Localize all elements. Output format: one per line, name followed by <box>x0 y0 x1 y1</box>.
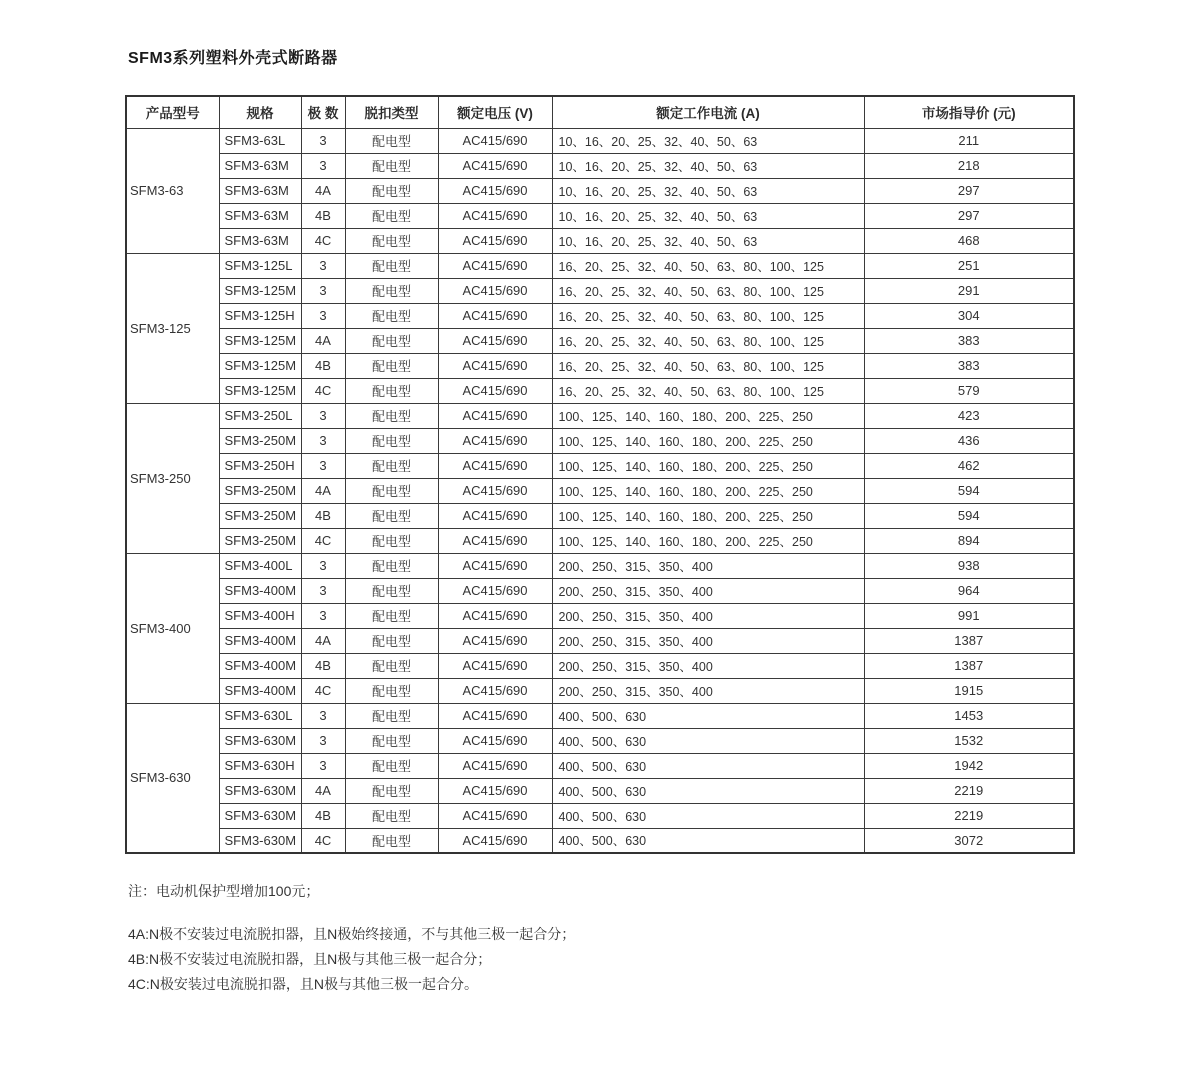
spec-cell: SFM3-630L <box>219 703 301 728</box>
voltage-cell: AC415/690 <box>438 403 552 428</box>
current-cell: 16、20、25、32、40、50、63、80、100、125 <box>552 328 864 353</box>
product-model-cell: SFM3-250 <box>126 403 219 553</box>
product-model-cell: SFM3-63 <box>126 128 219 253</box>
voltage-cell: AC415/690 <box>438 678 552 703</box>
current-cell: 100、125、140、160、180、200、225、250 <box>552 403 864 428</box>
current-cell: 400、500、630 <box>552 728 864 753</box>
current-cell: 100、125、140、160、180、200、225、250 <box>552 528 864 553</box>
current-cell: 100、125、140、160、180、200、225、250 <box>552 453 864 478</box>
poles-cell: 3 <box>301 253 345 278</box>
price-cell: 1942 <box>864 753 1074 778</box>
trip-type-cell: 配电型 <box>345 503 438 528</box>
poles-cell: 3 <box>301 278 345 303</box>
table-row <box>126 328 1074 353</box>
current-cell: 200、250、315、350、400 <box>552 578 864 603</box>
trip-type-cell: 配电型 <box>345 378 438 403</box>
voltage-cell: AC415/690 <box>438 453 552 478</box>
voltage-cell: AC415/690 <box>438 128 552 153</box>
poles-cell: 3 <box>301 453 345 478</box>
table-row <box>126 203 1074 228</box>
spec-cell: SFM3-250M <box>219 528 301 553</box>
current-cell: 200、250、315、350、400 <box>552 628 864 653</box>
table-row <box>126 378 1074 403</box>
poles-cell: 4B <box>301 353 345 378</box>
poles-cell: 3 <box>301 153 345 178</box>
spec-cell: SFM3-63M <box>219 203 301 228</box>
trip-type-cell: 配电型 <box>345 153 438 178</box>
trip-type-cell: 配电型 <box>345 703 438 728</box>
trip-type-cell: 配电型 <box>345 753 438 778</box>
price-cell: 251 <box>864 253 1074 278</box>
voltage-cell: AC415/690 <box>438 553 552 578</box>
table-row <box>126 828 1074 853</box>
table-row <box>126 228 1074 253</box>
current-cell: 400、500、630 <box>552 703 864 728</box>
table-row <box>126 253 1074 278</box>
table-row <box>126 503 1074 528</box>
price-cell: 2219 <box>864 778 1074 803</box>
header-spec: 规格 <box>219 96 301 128</box>
price-cell: 1453 <box>864 703 1074 728</box>
voltage-cell: AC415/690 <box>438 253 552 278</box>
header-guide-price: 市场指导价 (元) <box>864 96 1074 128</box>
poles-cell: 4C <box>301 678 345 703</box>
trip-type-cell: 配电型 <box>345 178 438 203</box>
price-cell: 468 <box>864 228 1074 253</box>
price-cell: 436 <box>864 428 1074 453</box>
poles-cell: 4A <box>301 328 345 353</box>
table-row <box>126 553 1074 578</box>
table-row <box>126 728 1074 753</box>
current-cell: 200、250、315、350、400 <box>552 603 864 628</box>
poles-cell: 4B <box>301 503 345 528</box>
voltage-cell: AC415/690 <box>438 528 552 553</box>
current-cell: 200、250、315、350、400 <box>552 678 864 703</box>
price-cell: 1532 <box>864 728 1074 753</box>
spec-cell: SFM3-400M <box>219 628 301 653</box>
poles-cell: 4A <box>301 628 345 653</box>
price-cell: 991 <box>864 603 1074 628</box>
table-row <box>126 478 1074 503</box>
spec-cell: SFM3-250M <box>219 503 301 528</box>
table-row <box>126 178 1074 203</box>
trip-type-cell: 配电型 <box>345 478 438 503</box>
table-row <box>126 803 1074 828</box>
table-row <box>126 603 1074 628</box>
spec-cell: SFM3-400M <box>219 578 301 603</box>
note-4a: 4A:N极不安装过电流脱扣器，且N极始终接通，不与其他三极一起合分； <box>128 926 576 942</box>
trip-type-cell: 配电型 <box>345 578 438 603</box>
spec-cell: SFM3-630H <box>219 753 301 778</box>
spec-cell: SFM3-125M <box>219 328 301 353</box>
trip-type-cell: 配电型 <box>345 603 438 628</box>
spec-cell: SFM3-400H <box>219 603 301 628</box>
trip-type-cell: 配电型 <box>345 228 438 253</box>
spec-cell: SFM3-400M <box>219 678 301 703</box>
table-header-row <box>126 96 1074 128</box>
spec-cell: SFM3-63M <box>219 178 301 203</box>
trip-type-cell: 配电型 <box>345 678 438 703</box>
voltage-cell: AC415/690 <box>438 803 552 828</box>
current-cell: 400、500、630 <box>552 778 864 803</box>
product-model-cell: SFM3-400 <box>126 553 219 703</box>
table-row <box>126 153 1074 178</box>
voltage-cell: AC415/690 <box>438 378 552 403</box>
table-body <box>126 128 1074 853</box>
current-cell: 200、250、315、350、400 <box>552 553 864 578</box>
header-rated-voltage: 额定电压 (V) <box>438 96 552 128</box>
price-cell: 1915 <box>864 678 1074 703</box>
current-cell: 16、20、25、32、40、50、63、80、100、125 <box>552 353 864 378</box>
table-row <box>126 628 1074 653</box>
spec-cell: SFM3-125H <box>219 303 301 328</box>
price-cell: 423 <box>864 403 1074 428</box>
note-4b: 4B:N极不安装过电流脱扣器，且N极与其他三极一起合分； <box>128 951 492 967</box>
spec-cell: SFM3-125L <box>219 253 301 278</box>
price-cell: 594 <box>864 478 1074 503</box>
table-row <box>126 353 1074 378</box>
table-row <box>126 453 1074 478</box>
current-cell: 400、500、630 <box>552 828 864 853</box>
price-cell: 594 <box>864 503 1074 528</box>
spec-cell: SFM3-125M <box>219 378 301 403</box>
price-cell: 1387 <box>864 653 1074 678</box>
table-row <box>126 578 1074 603</box>
price-cell: 964 <box>864 578 1074 603</box>
product-price-table <box>125 95 1075 854</box>
price-cell: 3072 <box>864 828 1074 853</box>
poles-cell: 4A <box>301 478 345 503</box>
price-cell: 304 <box>864 303 1074 328</box>
voltage-cell: AC415/690 <box>438 753 552 778</box>
price-cell: 938 <box>864 553 1074 578</box>
current-cell: 10、16、20、25、32、40、50、63 <box>552 178 864 203</box>
voltage-cell: AC415/690 <box>438 603 552 628</box>
price-cell: 2219 <box>864 803 1074 828</box>
trip-type-cell: 配电型 <box>345 403 438 428</box>
trip-type-cell: 配电型 <box>345 128 438 153</box>
table-row <box>126 303 1074 328</box>
poles-cell: 3 <box>301 753 345 778</box>
voltage-cell: AC415/690 <box>438 653 552 678</box>
spec-cell: SFM3-125M <box>219 353 301 378</box>
table-row <box>126 528 1074 553</box>
current-cell: 200、250、315、350、400 <box>552 653 864 678</box>
price-cell: 297 <box>864 203 1074 228</box>
header-trip-type: 脱扣类型 <box>345 96 438 128</box>
price-cell: 462 <box>864 453 1074 478</box>
price-cell: 291 <box>864 278 1074 303</box>
note-general: 注：电动机保护型增加100元； <box>128 883 320 899</box>
current-cell: 16、20、25、32、40、50、63、80、100、125 <box>552 253 864 278</box>
trip-type-cell: 配电型 <box>345 553 438 578</box>
table-row <box>126 778 1074 803</box>
current-cell: 10、16、20、25、32、40、50、63 <box>552 203 864 228</box>
table-row <box>126 128 1074 153</box>
poles-cell: 3 <box>301 128 345 153</box>
voltage-cell: AC415/690 <box>438 328 552 353</box>
product-model-cell: SFM3-630 <box>126 703 219 853</box>
trip-type-cell: 配电型 <box>345 253 438 278</box>
poles-cell: 3 <box>301 578 345 603</box>
voltage-cell: AC415/690 <box>438 778 552 803</box>
page-title: SFM3系列塑料外壳式断路器 <box>128 50 338 67</box>
trip-type-cell: 配电型 <box>345 653 438 678</box>
poles-cell: 3 <box>301 603 345 628</box>
table-row <box>126 653 1074 678</box>
current-cell: 10、16、20、25、32、40、50、63 <box>552 153 864 178</box>
voltage-cell: AC415/690 <box>438 178 552 203</box>
spec-cell: SFM3-400M <box>219 653 301 678</box>
trip-type-cell: 配电型 <box>345 278 438 303</box>
trip-type-cell: 配电型 <box>345 528 438 553</box>
current-cell: 100、125、140、160、180、200、225、250 <box>552 428 864 453</box>
spec-cell: SFM3-630M <box>219 728 301 753</box>
price-cell: 894 <box>864 528 1074 553</box>
current-cell: 100、125、140、160、180、200、225、250 <box>552 503 864 528</box>
price-cell: 297 <box>864 178 1074 203</box>
poles-cell: 4C <box>301 828 345 853</box>
voltage-cell: AC415/690 <box>438 153 552 178</box>
spec-cell: SFM3-400L <box>219 553 301 578</box>
header-product-model: 产品型号 <box>126 96 219 128</box>
spec-cell: SFM3-630M <box>219 803 301 828</box>
trip-type-cell: 配电型 <box>345 828 438 853</box>
table-row <box>126 278 1074 303</box>
current-cell: 400、500、630 <box>552 803 864 828</box>
spec-cell: SFM3-630M <box>219 828 301 853</box>
trip-type-cell: 配电型 <box>345 303 438 328</box>
voltage-cell: AC415/690 <box>438 503 552 528</box>
current-cell: 16、20、25、32、40、50、63、80、100、125 <box>552 303 864 328</box>
header-poles: 极 数 <box>301 96 345 128</box>
table-row <box>126 678 1074 703</box>
table-row <box>126 403 1074 428</box>
spec-cell: SFM3-125M <box>219 278 301 303</box>
voltage-cell: AC415/690 <box>438 628 552 653</box>
note-4c: 4C:N极安装过电流脱扣器，且N极与其他三极一起合分。 <box>128 976 479 992</box>
trip-type-cell: 配电型 <box>345 328 438 353</box>
poles-cell: 4B <box>301 653 345 678</box>
poles-cell: 4C <box>301 528 345 553</box>
header-rated-current: 额定工作电流 (A) <box>552 96 864 128</box>
spec-cell: SFM3-250M <box>219 428 301 453</box>
current-cell: 10、16、20、25、32、40、50、63 <box>552 228 864 253</box>
poles-cell: 3 <box>301 728 345 753</box>
trip-type-cell: 配电型 <box>345 778 438 803</box>
trip-type-cell: 配电型 <box>345 453 438 478</box>
voltage-cell: AC415/690 <box>438 478 552 503</box>
price-cell: 579 <box>864 378 1074 403</box>
voltage-cell: AC415/690 <box>438 703 552 728</box>
price-cell: 383 <box>864 353 1074 378</box>
spec-cell: SFM3-250H <box>219 453 301 478</box>
current-cell: 10、16、20、25、32、40、50、63 <box>552 128 864 153</box>
trip-type-cell: 配电型 <box>345 628 438 653</box>
table-row <box>126 428 1074 453</box>
poles-cell: 3 <box>301 553 345 578</box>
current-cell: 16、20、25、32、40、50、63、80、100、125 <box>552 278 864 303</box>
poles-cell: 4C <box>301 228 345 253</box>
price-cell: 211 <box>864 128 1074 153</box>
poles-cell: 4A <box>301 778 345 803</box>
price-cell: 1387 <box>864 628 1074 653</box>
current-cell: 400、500、630 <box>552 753 864 778</box>
current-cell: 100、125、140、160、180、200、225、250 <box>552 478 864 503</box>
voltage-cell: AC415/690 <box>438 228 552 253</box>
table-row <box>126 703 1074 728</box>
poles-cell: 3 <box>301 703 345 728</box>
price-cell: 218 <box>864 153 1074 178</box>
spec-cell: SFM3-63M <box>219 153 301 178</box>
poles-cell: 4B <box>301 803 345 828</box>
trip-type-cell: 配电型 <box>345 353 438 378</box>
footnotes <box>128 879 575 997</box>
spec-cell: SFM3-630M <box>219 778 301 803</box>
voltage-cell: AC415/690 <box>438 303 552 328</box>
poles-cell: 4A <box>301 178 345 203</box>
poles-cell: 4C <box>301 378 345 403</box>
voltage-cell: AC415/690 <box>438 728 552 753</box>
voltage-cell: AC415/690 <box>438 828 552 853</box>
price-cell: 383 <box>864 328 1074 353</box>
product-model-cell: SFM3-125 <box>126 253 219 403</box>
trip-type-cell: 配电型 <box>345 803 438 828</box>
voltage-cell: AC415/690 <box>438 353 552 378</box>
trip-type-cell: 配电型 <box>345 203 438 228</box>
voltage-cell: AC415/690 <box>438 428 552 453</box>
spec-cell: SFM3-63M <box>219 228 301 253</box>
poles-cell: 3 <box>301 303 345 328</box>
table-row <box>126 753 1074 778</box>
trip-type-cell: 配电型 <box>345 428 438 453</box>
poles-cell: 3 <box>301 428 345 453</box>
voltage-cell: AC415/690 <box>438 278 552 303</box>
spec-cell: SFM3-250M <box>219 478 301 503</box>
spec-cell: SFM3-63L <box>219 128 301 153</box>
poles-cell: 4B <box>301 203 345 228</box>
current-cell: 16、20、25、32、40、50、63、80、100、125 <box>552 378 864 403</box>
voltage-cell: AC415/690 <box>438 578 552 603</box>
poles-cell: 3 <box>301 403 345 428</box>
voltage-cell: AC415/690 <box>438 203 552 228</box>
trip-type-cell: 配电型 <box>345 728 438 753</box>
spec-cell: SFM3-250L <box>219 403 301 428</box>
